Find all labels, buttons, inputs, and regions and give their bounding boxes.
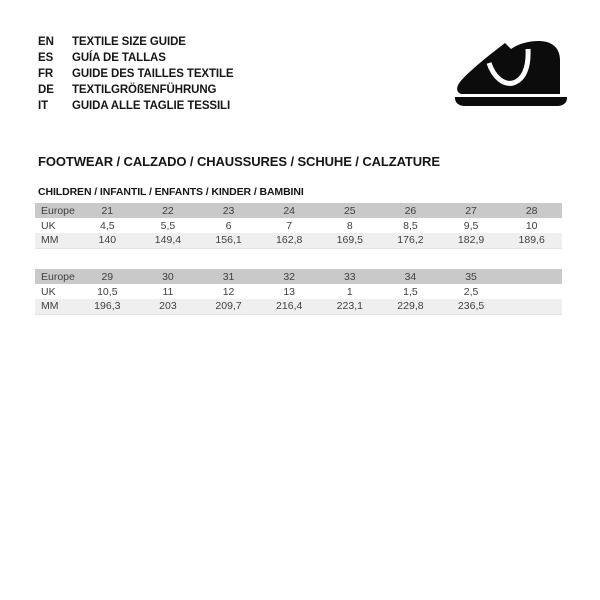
table-cell: 28 [501,203,562,218]
table-cell: 7 [259,218,320,233]
table-row-uk [35,218,562,233]
table-cell: 209,7 [198,299,259,314]
table-cell: 223,1 [320,299,381,314]
table-cell: 26 [380,203,441,218]
table-cell: 216,4 [259,299,320,314]
table-cell: 4,5 [77,218,138,233]
table-cell: 22 [138,203,199,218]
table-cell: 203 [138,299,199,314]
language-title: GUÍA DE TALLAS [72,52,166,64]
table-cell: 176,2 [380,233,441,248]
language-code: ES [38,52,54,64]
table-cell: 21 [77,203,138,218]
language-row-it [38,98,234,114]
table-cell: 8,5 [380,218,441,233]
language-title-list [38,34,234,114]
table-row-mm [35,233,562,248]
table-row-europe [35,269,562,284]
table-row-europe [35,203,562,218]
language-title: TEXTILE SIZE GUIDE [72,36,186,48]
table-cell: 6 [198,218,259,233]
table-cell: 9,5 [441,218,502,233]
language-row-es [38,50,234,66]
table-cell: 1 [320,284,381,299]
language-code: EN [38,36,54,48]
table-cell: 11 [138,284,199,299]
table-cell: 25 [320,203,381,218]
table-cell: 236,5 [441,299,502,314]
table-cell: 27 [441,203,502,218]
language-title: GUIDA ALLE TAGLIE TESSILI [72,100,231,112]
language-row-en [38,34,234,50]
children-shoe-icon [452,37,570,107]
table-cell: 140 [77,233,138,248]
subsection-title: CHILDREN / INFANTIL / ENFANTS / KINDER / BAMBINI [38,186,304,198]
table-cell: 162,8 [259,233,320,248]
table-cell [501,269,562,284]
table-cell: 156,1 [198,233,259,248]
language-code: IT [38,100,49,112]
table-cell: 10,5 [77,284,138,299]
table-cell: 182,9 [441,233,502,248]
table-cell: 23 [198,203,259,218]
language-row-de [38,82,234,98]
row-label: MM [35,299,77,314]
table-cell [501,284,562,299]
table-cell: 196,3 [77,299,138,314]
row-label: UK [35,218,77,233]
table-cell: 229,8 [380,299,441,314]
table-cell: 13 [259,284,320,299]
language-code: FR [38,68,54,80]
table-cell: 30 [138,269,199,284]
section-title: FOOTWEAR / CALZADO / CHAUSSURES / SCHUHE / CALZATURE [38,154,440,169]
row-label: Europe [35,203,77,218]
table-cell: 32 [259,269,320,284]
table-cell: 8 [320,218,381,233]
table-cell: 34 [380,269,441,284]
table-cell: 35 [441,269,502,284]
table-row-mm [35,299,562,314]
language-code: DE [38,84,54,96]
table-cell: 10 [501,218,562,233]
table-cell: 33 [320,269,381,284]
table-cell: 2,5 [441,284,502,299]
table-cell: 24 [259,203,320,218]
table-cell: 1,5 [380,284,441,299]
row-label: MM [35,233,77,248]
size-table-children-2 [35,269,562,315]
table-cell: 31 [198,269,259,284]
table-cell: 149,4 [138,233,199,248]
row-label: Europe [35,269,77,284]
language-row-fr [38,66,234,82]
table-cell [501,299,562,314]
language-title: TEXTILGRÖßENFÜHRUNG [72,84,217,96]
table-cell: 12 [198,284,259,299]
table-row-uk [35,284,562,299]
table-cell: 169,5 [320,233,381,248]
row-label: UK [35,284,77,299]
table-cell: 189,6 [501,233,562,248]
table-cell: 5,5 [138,218,199,233]
table-cell: 29 [77,269,138,284]
language-title: GUIDE DES TAILLES TEXTILE [72,68,234,80]
size-table-children-1 [35,203,562,249]
